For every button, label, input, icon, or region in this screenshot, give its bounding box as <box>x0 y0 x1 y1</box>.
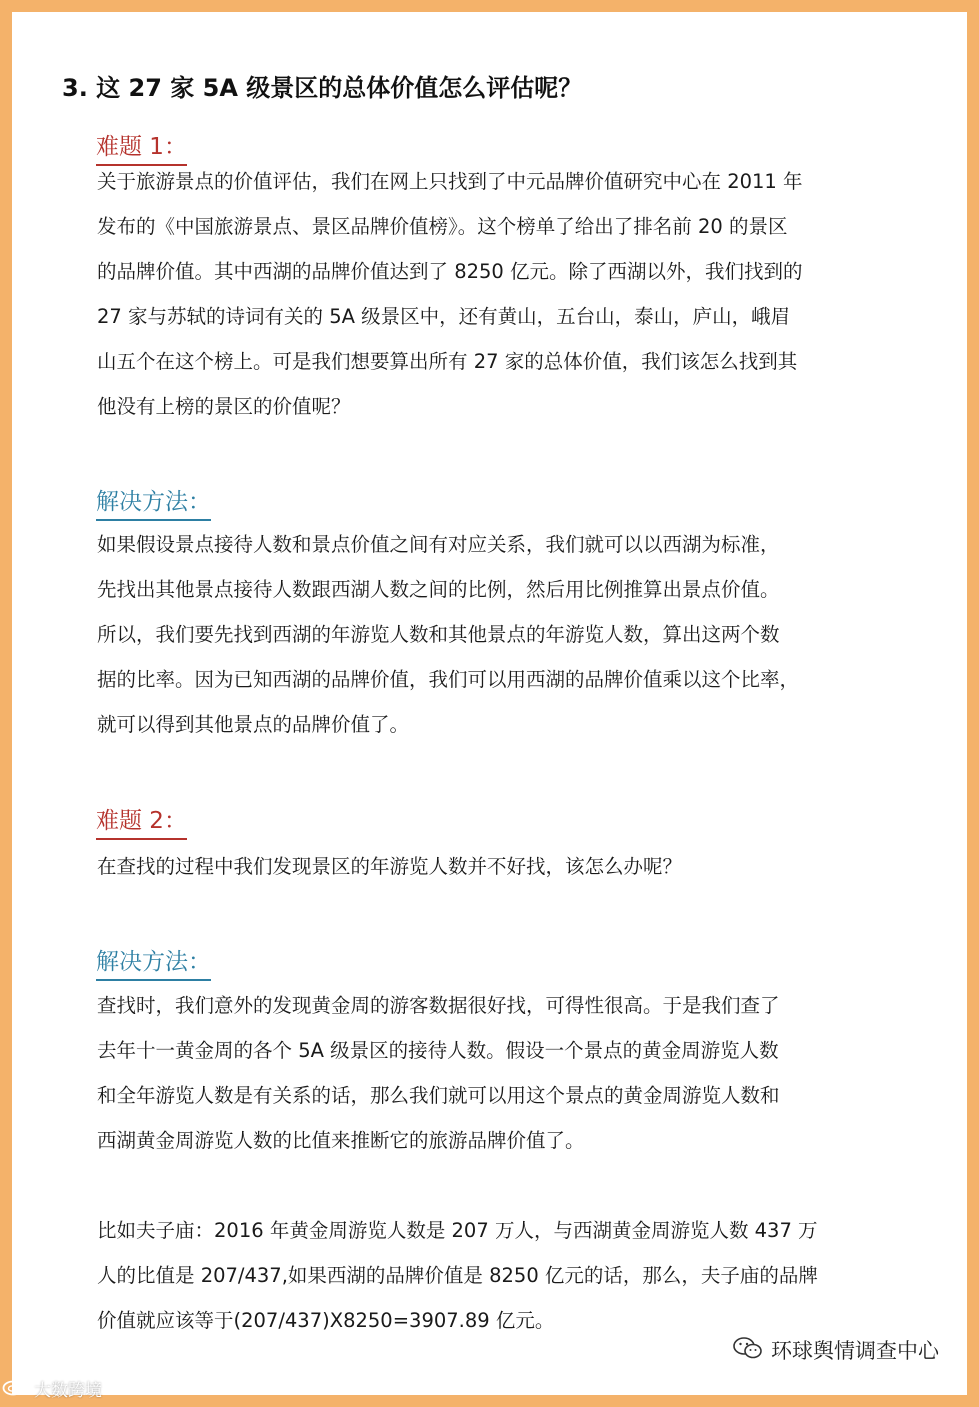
text-line: 发布的《中国旅游景点、景区品牌价值榜》。这个榜单了给出了排名前 20 的景区 <box>97 215 788 238</box>
text-line: 和全年游览人数是有关系的话，那么我们就可以用这个景点的黄金周游览人数和 <box>97 1084 780 1107</box>
text-line: 的品牌价值。其中西湖的品牌价值达到了 8250 亿元。除了西湖以外，我们找到的 <box>97 260 803 283</box>
weibo-account-name: 大数跨境 <box>34 1381 102 1401</box>
solution-2-text <box>97 983 947 1163</box>
text-line: 去年十一黄金周的各个 5A 级景区的接待人数。假设一个景点的黄金周游览人数 <box>97 1039 779 1062</box>
document-page <box>12 12 967 1395</box>
problem-1-heading: 难题 1： <box>96 128 187 166</box>
text-line: 比如夫子庙：2016 年黄金周游览人数是 207 万人，与西湖黄金周游览人数 437 万 <box>97 1219 818 1242</box>
wechat-account-name: 环球舆情调查中心 <box>771 1339 939 1363</box>
wechat-icon <box>733 1336 763 1365</box>
text-line: 西湖黄金周游览人数的比值来推断它的旅游品牌价值了。 <box>97 1129 585 1152</box>
text-line: 查找时，我们意外的发现黄金周的游客数据很好找，可得性很高。于是我们查了 <box>97 994 780 1017</box>
text-line: 人的比值是 207/437,如果西湖的品牌价值是 8250 亿元的话，那么，夫子庙的品牌 <box>97 1264 818 1287</box>
text-line: 价值就应该等于(207/437)X8250=3907.89 亿元。 <box>97 1309 555 1332</box>
text-line: 就可以得到其他景点的品牌价值了。 <box>97 713 410 736</box>
weibo-icon <box>2 1376 28 1401</box>
solution-1-text <box>97 522 947 747</box>
text-line: 先找出其他景点接待人数跟西湖人数之间的比例，然后用比例推算出景点价值。 <box>97 578 780 601</box>
text-line: 所以，我们要先找到西湖的年游览人数和其他景点的年游览人数，算出这两个数 <box>97 623 780 646</box>
solution-1-heading: 解决方法： <box>96 483 211 521</box>
problem-2-text <box>97 844 947 889</box>
solution-2-heading: 解决方法： <box>96 943 211 981</box>
wechat-watermark <box>733 1335 939 1365</box>
weibo-watermark <box>2 1376 102 1401</box>
text-line: 他没有上榜的景区的价值呢？ <box>97 395 351 418</box>
example-text <box>97 1208 947 1343</box>
problem-1-text <box>97 159 947 429</box>
text-line: 如果假设景点接待人数和景点价值之间有对应关系，我们就可以以西湖为标准， <box>97 533 780 556</box>
text-line: 关于旅游景点的价值评估，我们在网上只找到了中元品牌价值研究中心在 2011 年 <box>97 170 803 193</box>
question-title: 3. 这 27 家 5A 级景区的总体价值怎么评估呢？ <box>62 74 583 102</box>
text-line: 山五个在这个榜上。可是我们想要算出所有 27 家的总体价值，我们该怎么找到其 <box>97 350 798 373</box>
text-line: 在查找的过程中我们发现景区的年游览人数并不好找，该怎么办呢？ <box>97 855 683 878</box>
text-line: 27 家与苏轼的诗词有关的 5A 级景区中，还有黄山，五台山，泰山，庐山，峨眉 <box>97 305 791 328</box>
problem-2-heading: 难题 2： <box>96 802 187 840</box>
text-line: 据的比率。因为已知西湖的品牌价值，我们可以用西湖的品牌价值乘以这个比率， <box>97 668 800 691</box>
